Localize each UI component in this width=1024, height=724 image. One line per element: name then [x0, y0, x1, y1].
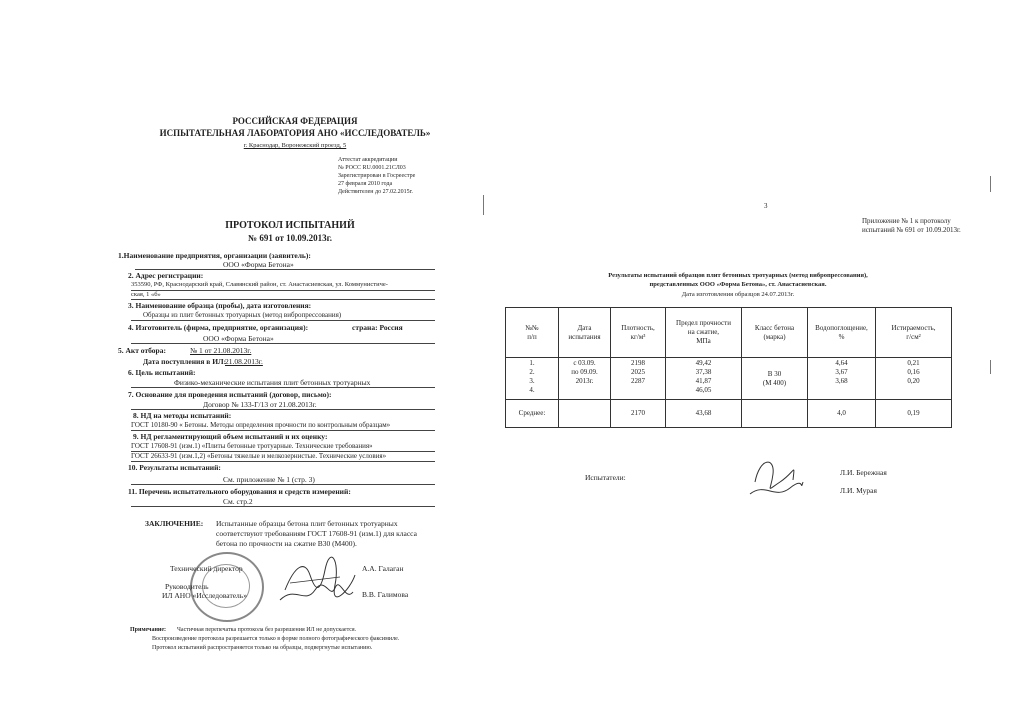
table-cell: 4,0 [808, 400, 876, 428]
field-value-regulation-1: ГОСТ 17608-91 (изм.1) «Плиты бетонные тротуарные. Технические требования» [131, 442, 373, 450]
accreditation-line: № РОСС RU.0001.21СЛ03 [338, 165, 406, 171]
header-cell: Класс бетона (марка) [742, 308, 808, 358]
scan-mark [990, 176, 991, 192]
signatory-role-2b: ИЛ АНО «Исследователь» [162, 591, 247, 600]
field-label-regulation: 9. НД регламентирующий объем испытаний и их оценку: [133, 432, 328, 441]
signature-testers [745, 452, 805, 502]
scan-mark [990, 360, 991, 374]
field-value-manufacturer: ООО «Форма Бетона» [203, 334, 274, 343]
table-cell: Среднее: [506, 400, 559, 428]
results-title: Результаты испытаний образцов плит бетонных тротуарных (метод вибропрессования), [608, 272, 868, 279]
conclusion-line: соответствуют требованиям ГОСТ 17608-91 (изм.1) для класса [216, 529, 417, 538]
field-label-applicant: 1.Наименование предприятия, организации (заявитель): [118, 251, 311, 260]
field-label-methods: 8. НД на методы испытаний: [133, 411, 232, 420]
table-cell: с 03.09. по 09.09. 2013г. [559, 358, 611, 400]
field-value-act: № 1 от 21.08.2013г. [190, 346, 252, 355]
field-line [131, 320, 435, 321]
conclusion-label: ЗАКЛЮЧЕНИЕ: [145, 519, 204, 528]
results-date: Дата изготовления образцов 24.07.2013г. [681, 291, 795, 298]
field-label-purpose: 6. Цель испытаний: [128, 368, 196, 377]
note-line: Воспроизведение протокола разрешается только в форме полного фотографического факсимиле. [152, 636, 400, 642]
table-cell: В 30 (М 400) [742, 358, 808, 400]
field-value-arrival: 21.08.2013г. [225, 357, 263, 366]
lab-country: РОССИЙСКАЯ ФЕДЕРАЦИЯ [232, 116, 358, 126]
field-value-address: 353590, РФ, Краснодарский край, Славянский район, ст. Анастасиевская, ул. Коммунистиче- [131, 281, 388, 288]
results-table [505, 307, 952, 428]
header-cell: Водопоглощение, % [808, 308, 876, 358]
table-cell: 1. 2. 3. 4. [506, 358, 559, 400]
table-header-row [506, 308, 952, 358]
field-value-regulation-2: ГОСТ 26633-91 (изм.1,2) «Бетоны тяжелые и мелкозернистые. Технические условия» [131, 452, 387, 460]
signatory-role-1: Технический директор [170, 564, 243, 573]
signature-head [275, 580, 355, 610]
field-label-act: 5. Акт отбора: [118, 346, 166, 355]
table-cell: 2198 2025 2287 [611, 358, 666, 400]
header-cell: Плотность, кг/м³ [611, 308, 666, 358]
header-cell: Истираемость, г/см² [876, 308, 952, 358]
conclusion-line: Испытанные образцы бетона плит бетонных тротуарных [216, 519, 398, 528]
field-value-methods: ГОСТ 10180-90 « Бетоны. Методы определения прочности по контрольным образцам» [131, 421, 391, 429]
field-line [131, 299, 435, 300]
page-number: 3 [764, 202, 768, 210]
field-line [131, 409, 435, 410]
table-cell: 4,64 3,67 3,68 [808, 358, 876, 400]
signatory-role-2a: Руководитель [165, 582, 209, 591]
field-line [131, 484, 435, 485]
accreditation-line: Аттестат аккредитации [338, 157, 398, 163]
header-cell: Предел прочности на сжатие, МПа [666, 308, 742, 358]
field-line [131, 387, 435, 388]
field-label-equipment: 11. Перечень испытательного оборудования и средств измерений: [128, 487, 351, 496]
appendix-line: Приложение № 1 к протоколу [862, 217, 951, 225]
table-row [506, 358, 952, 400]
header-cell: Дата испытания [559, 308, 611, 358]
field-line [131, 461, 435, 462]
field-label-manufacturer: 4. Изготовитель (фирма, предприятие, организация): [128, 323, 309, 332]
note-label: Примечание: [130, 627, 167, 633]
field-value-applicant: ООО «Форма Бетона» [223, 260, 294, 269]
field-value-equipment: См. стр.2 [223, 497, 253, 506]
field-value-address-2: ская, 1 «б» [131, 291, 161, 298]
field-value-results: См. приложение № 1 (стр. 3) [223, 475, 315, 484]
lab-name: ИСПЫТАТЕЛЬНАЯ ЛАБОРАТОРИЯ АНО «ИССЛЕДОВАТЕЛЬ» [159, 128, 431, 138]
testers-label: Испытатели: [585, 473, 626, 482]
table-cell: 2170 [611, 400, 666, 428]
table-row-average [506, 400, 952, 428]
protocol-number: № 691 от 10.09.2013г. [248, 233, 332, 243]
field-label-results: 10. Результаты испытаний: [128, 463, 221, 472]
field-line [131, 430, 435, 431]
field-line [131, 506, 435, 507]
table-cell [742, 400, 808, 428]
note-line: Протокол испытаний распространяется только на образцы, подвергнутые испытанию. [152, 645, 373, 651]
lab-address: г. Краснодар, Воронежский проезд, 5 [243, 142, 347, 149]
results-title-2: представленных ООО «Форма Бетона», ст. Анастасиевская. [649, 281, 827, 288]
signatory-name-2: В.В. Галимова [362, 590, 409, 599]
tester-name-1: Л.И. Бережная [840, 468, 887, 477]
table-cell [559, 400, 611, 428]
field-label-arrival: Дата поступления в ИЛ: [143, 357, 227, 366]
field-label-basis: 7. Основание для проведения испытаний (договор, письмо): [128, 390, 332, 399]
tester-name-2: Л.И. Мурая [840, 486, 877, 495]
table-cell: 0,19 [876, 400, 952, 428]
protocol-title: ПРОТОКОЛ ИСПЫТАНИЙ [225, 220, 355, 231]
accreditation-line: Действителен до 27.02.2015г. [338, 189, 413, 195]
field-label-address: 2. Адрес регистрации: [128, 271, 204, 280]
accreditation-line: Зарегистрирован в Госреестре [338, 173, 416, 179]
note-line: Частичная перепечатка протокола без разрешения ИЛ не допускается. [177, 627, 357, 633]
table-cell: 0,21 0,16 0,20 [876, 358, 952, 400]
scan-mark [483, 195, 484, 215]
accreditation-line: 27 февраля 2010 года [338, 181, 393, 187]
conclusion-line: бетона по прочности на сжатие В30 (М400). [216, 539, 357, 548]
header-cell: №№ п/п [506, 308, 559, 358]
field-country: страна: Россия [352, 323, 403, 332]
table-cell: 49,42 37,38 41,87 46,05 [666, 358, 742, 400]
appendix-line: испытаний № 691 от 10.09.2013г. [862, 226, 961, 234]
field-label-sample: 3. Наименование образца (пробы), дата изготовления: [128, 301, 312, 310]
field-line [131, 343, 435, 344]
field-value-basis: Договор № 133-Г/13 от 21.08.2013г. [203, 400, 317, 409]
field-line [135, 269, 435, 270]
field-value-sample: Образцы из плит бетонных тротуарных (метод вибропрессования) [143, 311, 342, 319]
field-line [131, 290, 435, 291]
signatory-name-1: А.А. Галаган [362, 564, 404, 573]
field-value-purpose: Физико-механические испытания плит бетонных тротуарных [174, 378, 371, 387]
table-cell: 43,68 [666, 400, 742, 428]
